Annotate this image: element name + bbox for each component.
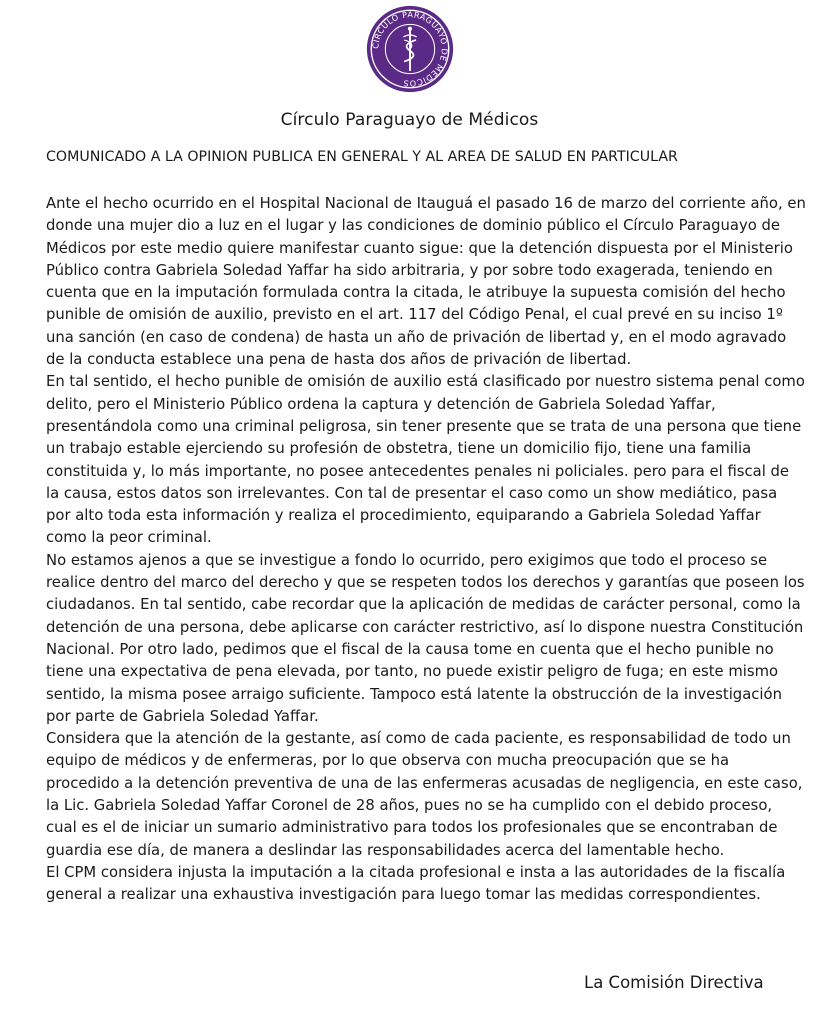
organization-title: Círculo Paraguayo de Médicos — [280, 110, 539, 130]
cpm-logo — [366, 5, 454, 93]
body-paragraph: Considera que la atención de la gestante, así como de cada paciente, es responsabilidad de todo un equipo de médicos y de enfermeras, por lo que observa con mucha preocupación que se ha procedido a la detención preventiva de una de las enfermeras acusadas de negligencia, en este caso, la Lic. Gabriela Soledad Yaffar Coronel de 28 años, pues no se ha cumplido con el debido proceso, cual es el de iniciar un sumario administrativo para todos los profesionales que se encontraban de guardia ese día, de manera a deslindar las responsabilidades acerca del lamentable hecho. — [46, 730, 803, 859]
logo-ring-text: CÍRCULO PARAGUAYO DE MÉDICOS — [370, 9, 450, 89]
communique-subject: COMUNICADO A LA OPINION PUBLICA EN GENERAL Y AL AREA DE SALUD EN PARTICULAR — [46, 149, 678, 165]
signature: La Comisión Directiva — [584, 973, 764, 992]
communique-body — [46, 193, 806, 907]
body-paragraph: El CPM considera injusta la imputación a la citada profesional e insta a las autoridades de la fiscalía general a realizar una exhaustiva investigación para luego tomar las medidas correspondientes. — [46, 863, 786, 904]
body-paragraph: Ante el hecho ocurrido en el Hospital Nacional de Itauguá el pasado 16 de marzo del corriente año, en donde una mujer dio a luz en el lugar y las condiciones de dominio público el Círculo Paraguayo de Médicos por este medio quiere manifestar cuanto sigue: que la detención dispuesta por el Ministerio Público contra Gabriela Soledad Yaffar ha sido arbitraria, y por sobre todo exagerada, teniendo en cuenta que en la imputación formulada contra la citada, le atribuye la supuesta comisión del hecho punible de omisión de auxilio, previsto en el art. 117 del Código Penal, el cual prevé en su inciso 1º una sanción (en caso de condena) de hasta un año de privación de libertad y, en el modo agravado de la conducta establece una pena de hasta dos años de privación de libertad. — [46, 195, 806, 369]
body-paragraph: No estamos ajenos a que se investigue a fondo lo ocurrido, pero exigimos que todo el proceso se realice dentro del marco del derecho y que se respeten todos los derechos y garantías que poseen los ciudadanos. En tal sentido, cabe recordar que la aplicación de medidas de carácter personal, como la detención de una persona, debe aplicarse con carácter restrictivo, así lo dispone nuestra Constitución Nacional. Por otro lado, pedimos que el fiscal de la causa tome en cuenta que el hecho punible no tiene una expectativa de pena elevada, por tanto, no puede existir peligro de fuga; en este mismo sentido, la misma posee arraigo suficiente. Tampoco está latente la obstrucción de la investigación por parte de Gabriela Soledad Yaffar. — [46, 551, 805, 725]
body-paragraph: En tal sentido, el hecho punible de omisión de auxilio está clasificado por nuestro sistema penal como delito, pero el Ministerio Público ordena la captura y detención de Gabriela Soledad Yaffar, presentándola como una criminal peligrosa, sin tener presente que se trata de una persona que tiene un trabajo estable ejerciendo su profesión de obstetra, tiene un domicilio fijo, tiene una familia constituida y, lo más importante, no posee antecedentes penales ni policiales. pero para el fiscal de la causa, estos datos son irrelevantes. Con tal de presentar el caso como un show mediático, pasa por alto toda esta información y realiza el procedimiento, equiparando a Gabriela Soledad Yaffar como la peor criminal. — [46, 373, 805, 547]
